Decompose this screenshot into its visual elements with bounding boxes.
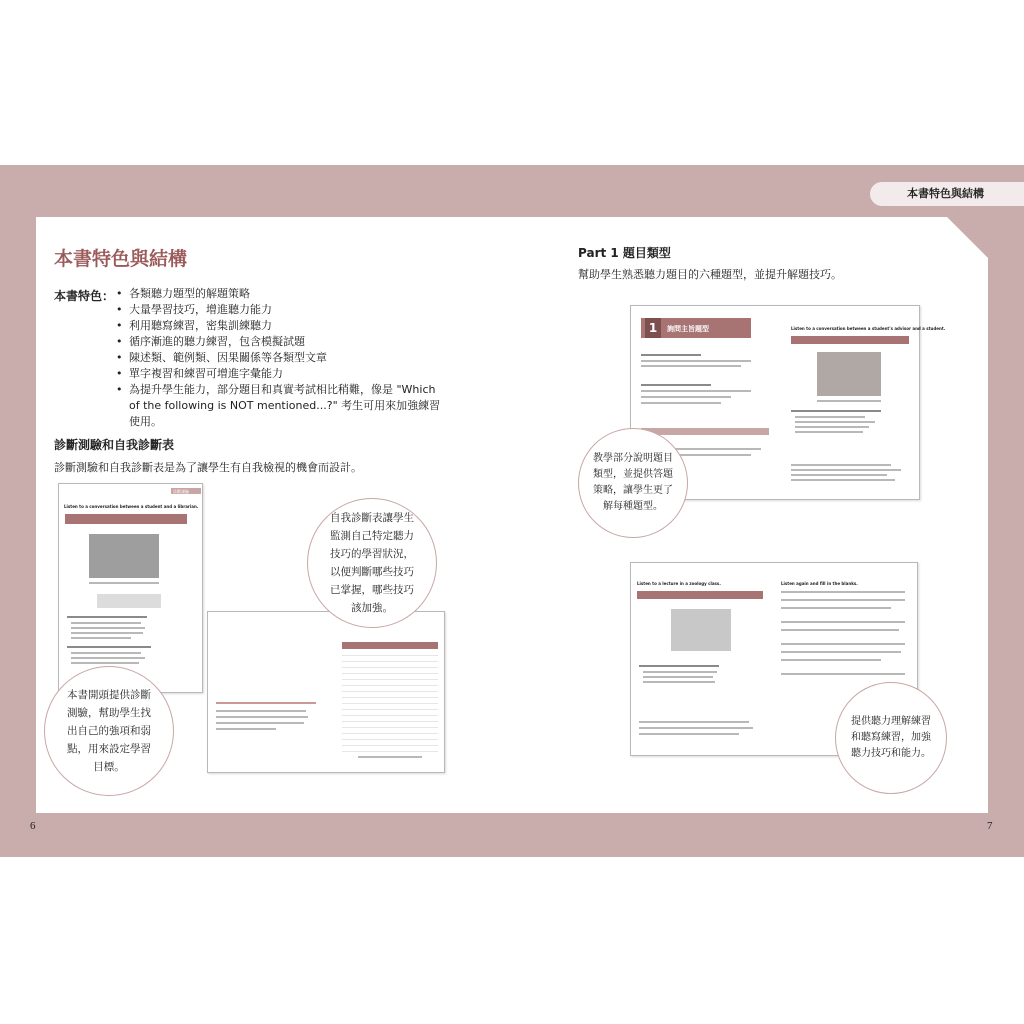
callout-practice: 提供聽力理解練習和聽寫練習，加強聽力技巧和能力。 — [835, 682, 947, 794]
diagnostic-test-thumbnail — [58, 483, 203, 693]
unit-title: 詢問主旨題型 — [667, 325, 709, 333]
callout-self-check: 自我診斷表讓學生監測自己特定聽力技巧的學習狀況，以便判斷哪些技巧已掌握，哪些技巧該加強。 — [307, 498, 437, 628]
photo — [89, 534, 159, 578]
callout-teaching: 教學部分說明題目類型，並提供答題策略，讓學生更了解每種題型。 — [578, 428, 688, 538]
feature-item: • 單字複習和練習可增進字彙能力 — [116, 366, 446, 382]
features-label: 本書特色： — [54, 289, 115, 303]
page-number-right: 7 — [987, 820, 993, 832]
practice-heading-right: Listen again and fill in the blanks. — [781, 581, 858, 586]
feature-item: • 各類聽力題型的解題策略 — [116, 286, 446, 302]
feature-item: • 大量學習技巧，增進聽力能力 — [116, 302, 446, 318]
table-bar — [641, 428, 769, 435]
page-number-left: 6 — [30, 820, 36, 832]
audio-bar — [637, 591, 763, 599]
instruction-box — [97, 594, 161, 608]
callout-diagnostic: 本書開頭提供診斷測驗，幫助學生找出自己的強項和弱點，用來設定學習目標。 — [44, 666, 174, 796]
audio-bar — [791, 336, 909, 344]
part-desc: 幫助學生熟悉聽力題目的六種題型，並提升解題技巧。 — [578, 268, 842, 281]
features-list — [116, 286, 446, 430]
feature-item: • 為提升學生能力，部分題目和真實考試相比稍難，像是 "Which of the following is NOT mentioned...?" 考生可用來加強練習使用。 — [116, 382, 446, 430]
diagnostic-section-desc: 診斷測驗和自我診斷表是為了讓學生有自我檢視的機會而設計。 — [54, 461, 362, 474]
unit-number: 1 — [645, 318, 661, 338]
self-check-thumbnail — [207, 611, 445, 773]
photo — [817, 352, 881, 396]
table-header — [342, 642, 438, 649]
chapter-header-tab: 本書特色與結構 — [870, 182, 1024, 206]
photo — [671, 609, 731, 651]
self-check-table — [342, 650, 438, 752]
feature-item: • 利用聽寫練習，密集訓練聽力 — [116, 318, 446, 334]
thumbnail-heading: Listen to a conversation between a student and a librarian. — [64, 504, 199, 509]
part-title: Part 1 題目類型 — [578, 246, 671, 260]
page-title: 本書特色與結構 — [54, 248, 188, 270]
feature-item: • 循序漸進的聽力練習，包含模擬試題 — [116, 334, 446, 350]
practice-heading-left: Listen to a lecture in a zoology class. — [637, 581, 721, 586]
unit-heading: Listen to a conversation between a student's advisor and a student. — [791, 326, 946, 331]
feature-item: • 陳述類、範例類、因果關係等各類型文章 — [116, 350, 446, 366]
diag-tab-label: 診斷測驗 — [173, 489, 189, 494]
audio-bar — [65, 514, 187, 524]
diagnostic-section-title: 診斷測驗和自我診斷表 — [54, 438, 175, 452]
